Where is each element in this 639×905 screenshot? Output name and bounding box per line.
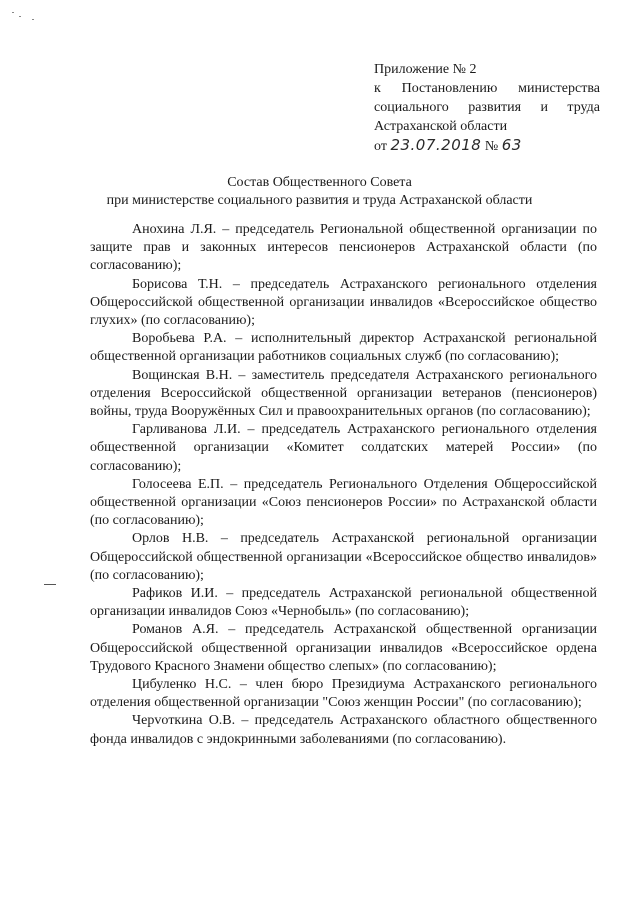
scan-speck: [12, 12, 14, 13]
appendix-line: Астраханской области: [374, 119, 508, 134]
member-entry: Цибуленко Н.С. – член бюро Президиума Астраханского регионального отделения общественной организации "Союз женщин России" (по согласованию);: [90, 677, 597, 711]
member-entry: Голосеева Е.П. – председатель Регионального Отделения Общероссийской общественной организации «Союз пенсионеров России» по Астраханской области (по согласованию);: [90, 476, 597, 529]
appendix-block: [374, 60, 600, 156]
scan-speck: [19, 16, 21, 17]
from-label: от: [374, 139, 387, 154]
document-title: Состав Общественного Совета: [227, 175, 412, 190]
appendix-date-line: [374, 136, 600, 156]
scan-specks: [10, 10, 50, 30]
member-entry: Вощинская В.Н. – заместитель председателя Астраханского регионального отделения Всероссийской общественной организации ветеранов (пенсионеров) войны, труда Вооружённых Сил и правоохранительных органов (по согласованию);: [90, 367, 597, 420]
members-list: [90, 221, 597, 749]
member-entry: Орлов Н.В. – председатель Астраханской региональной организации Общероссийской общественной организации «Всероссийское общество инвалидов» (по согласованию);: [90, 531, 597, 583]
member-entry: Гарливанова Л.И. – председатель Астраханского регионального отделения общественной организации «Комитет солдатских матерей России» (по согласованию);: [90, 422, 597, 474]
member-entry: Рафиков И.И. – председатель Астраханской региональной общественной организации инвалидов Союз «Чернобыль» (по согласованию);: [90, 586, 597, 620]
appendix-number: Приложение № 2: [374, 62, 477, 77]
member-entry: Романов А.Я. – председатель Астраханской общественной организации Общероссийской общественной организации инвалидов «Всероссийское ордена Трудового Красного Знамени общество слепых» (по согласованию);: [90, 622, 597, 674]
member-entry: Борисова Т.Н. – председатель Астраханского регионального отделения Общероссийской общественной организации инвалидов «Всероссийское общество глухих» (по согласованию);: [90, 276, 597, 329]
member-entry: Черvoткина О.В. – председатель Астраханского областного общественного фонда инвалидов с эндокринными заболеваниями (по согласованию).: [90, 713, 597, 747]
scan-speck: [32, 19, 34, 20]
number-label: №: [484, 139, 499, 154]
member-entry: Воробьева Р.А. – исполнительный директор Астраханской региональной общественной организации работников социальных служб (по согласованию);: [90, 331, 597, 365]
document-subtitle: при министерстве социального развития и труда Астраханской области: [106, 193, 533, 208]
handwritten-number: 63: [501, 136, 522, 154]
appendix-line: социального развития и труда: [374, 100, 600, 115]
handwritten-date: 23.07.2018: [390, 136, 482, 154]
scan-margin-mark: [44, 584, 56, 585]
member-entry: Анохина Л.Я. – председатель Региональной общественной организации по защите прав и законных интересов пенсионеров Астраханской области (по согласованию);: [90, 222, 597, 274]
appendix-line: к Постановлению министерства: [374, 81, 600, 96]
